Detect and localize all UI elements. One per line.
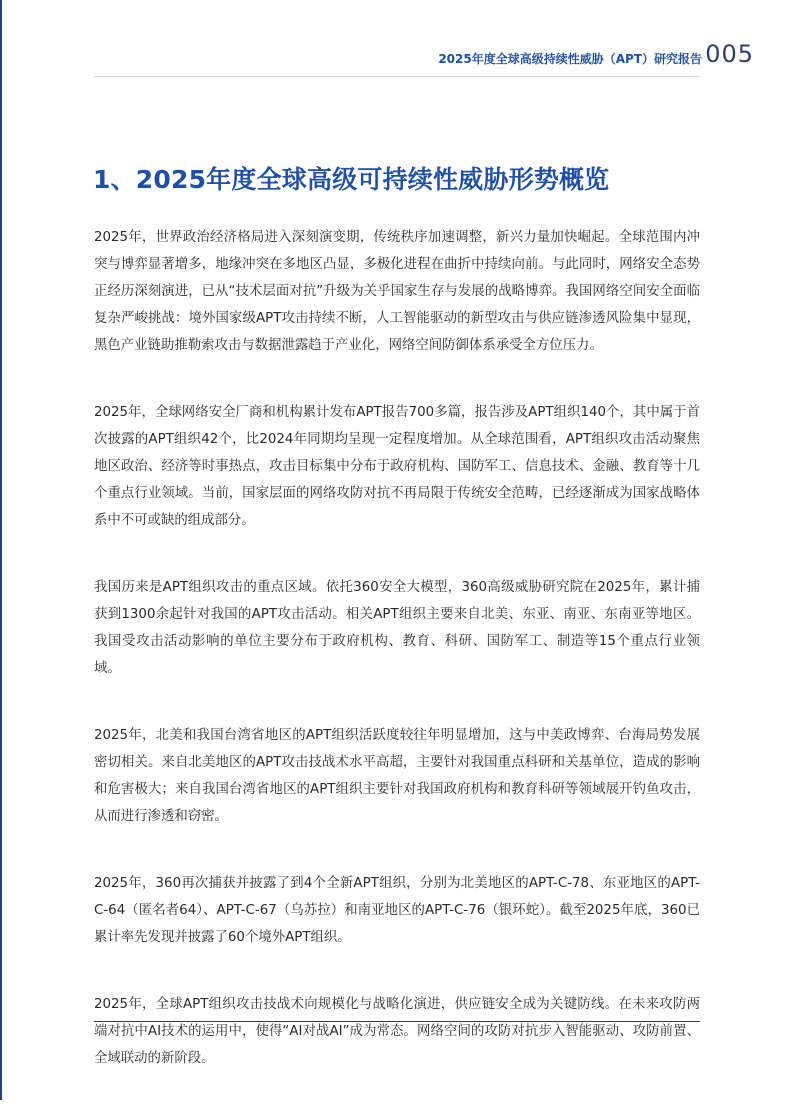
paragraph-4: 2025年，北美和我国台湾省地区的APT组织活跃度较往年明显增加，这与中美政博弈、台海局势发展密切相关。来自北美地区的APT攻击技战术水平高超，主要针对我国重点科研和关基单位，造成的影响和危害极大；来自我国台湾省地区的APT组织主要针对我国政府机构和教育科研等领域展开钓鱼攻击，从而进行渗透和窃密。 xyxy=(94,728,700,824)
page-number: 005 xyxy=(705,40,754,68)
header-report-title: 2025年度全球高级持续性威胁（APT）研究报告 xyxy=(438,52,702,66)
footer-divider xyxy=(94,1021,700,1022)
body-text xyxy=(94,224,700,1112)
page-left-edge xyxy=(0,0,2,1100)
header-divider xyxy=(94,76,700,77)
page-header xyxy=(94,40,754,74)
paragraph-1: 2025年，世界政治经济格局进入深刻演变期，传统秩序加速调整，新兴力量加快崛起。全球范围内冲突与博弈显著增多，地缘冲突在多地区凸显，多极化进程在曲折中持续向前。与此同时，网络安全态势正经历深刻演进，已从“技术层面对抗”升级为关乎国家生存与发展的战略博弈。我国网络空间安全面临复杂严峻挑战：境外国家级APT攻击持续不断，人工智能驱动的新型攻击与供应链渗透风险集中显现，黑色产业链助推勒索攻击与数据泄露趋于产业化，网络空间防御体系承受全方位压力。 xyxy=(94,230,700,353)
paragraph-3: 我国历来是APT组织攻击的重点区域。依托360安全大模型，360高级威胁研究院在2025年，累计捕获到1300余起针对我国的APT攻击活动。相关APT组织主要来自北美、东亚、南亚、东南亚等地区。我国受攻击活动影响的单位主要分布于政府机构、教育、科研、国防军工、制造等15个重点行业领域。 xyxy=(94,580,700,676)
section-title: 1、2025年度全球高级可持续性威胁形势概览 xyxy=(93,165,610,194)
paragraph-5: 2025年，360再次捕获并披露了到4个全新APT组织，分别为北美地区的APT-C-78、东亚地区的APT-C-64（匿名者64）、APT-C-67（乌苏拉）和南亚地区的APT-C-76（银环蛇）。截至2025年底，360已累计率先发现并披露了60个境外APT组织。 xyxy=(94,876,700,945)
paragraph-6: 2025年，全球APT组织攻击技战术向规模化与战略化演进，供应链安全成为关键防线。在未来攻防两端对抗中AI技术的运用中，使得“AI对战AI”成为常态。网络空间的攻防对抗步入智能驱动、攻防前置、全域联动的新阶段。 xyxy=(94,997,700,1066)
paragraph-2: 2025年，全球网络安全厂商和机构累计发布APT报告700多篇，报告涉及APT组织140个，其中属于首次披露的APT组织42个，比2024年同期均呈现一定程度增加。从全球范围看，APT组织攻击活动聚焦地区政治、经济等时事热点，攻击目标集中分布于政府机构、国防军工、信息技术、金融、教育等十几个重点行业领域。当前，国家层面的网络攻防对抗不再局限于传统安全范畴，已经逐渐成为国家战略体系中不可或缺的组成部分。 xyxy=(94,405,700,528)
